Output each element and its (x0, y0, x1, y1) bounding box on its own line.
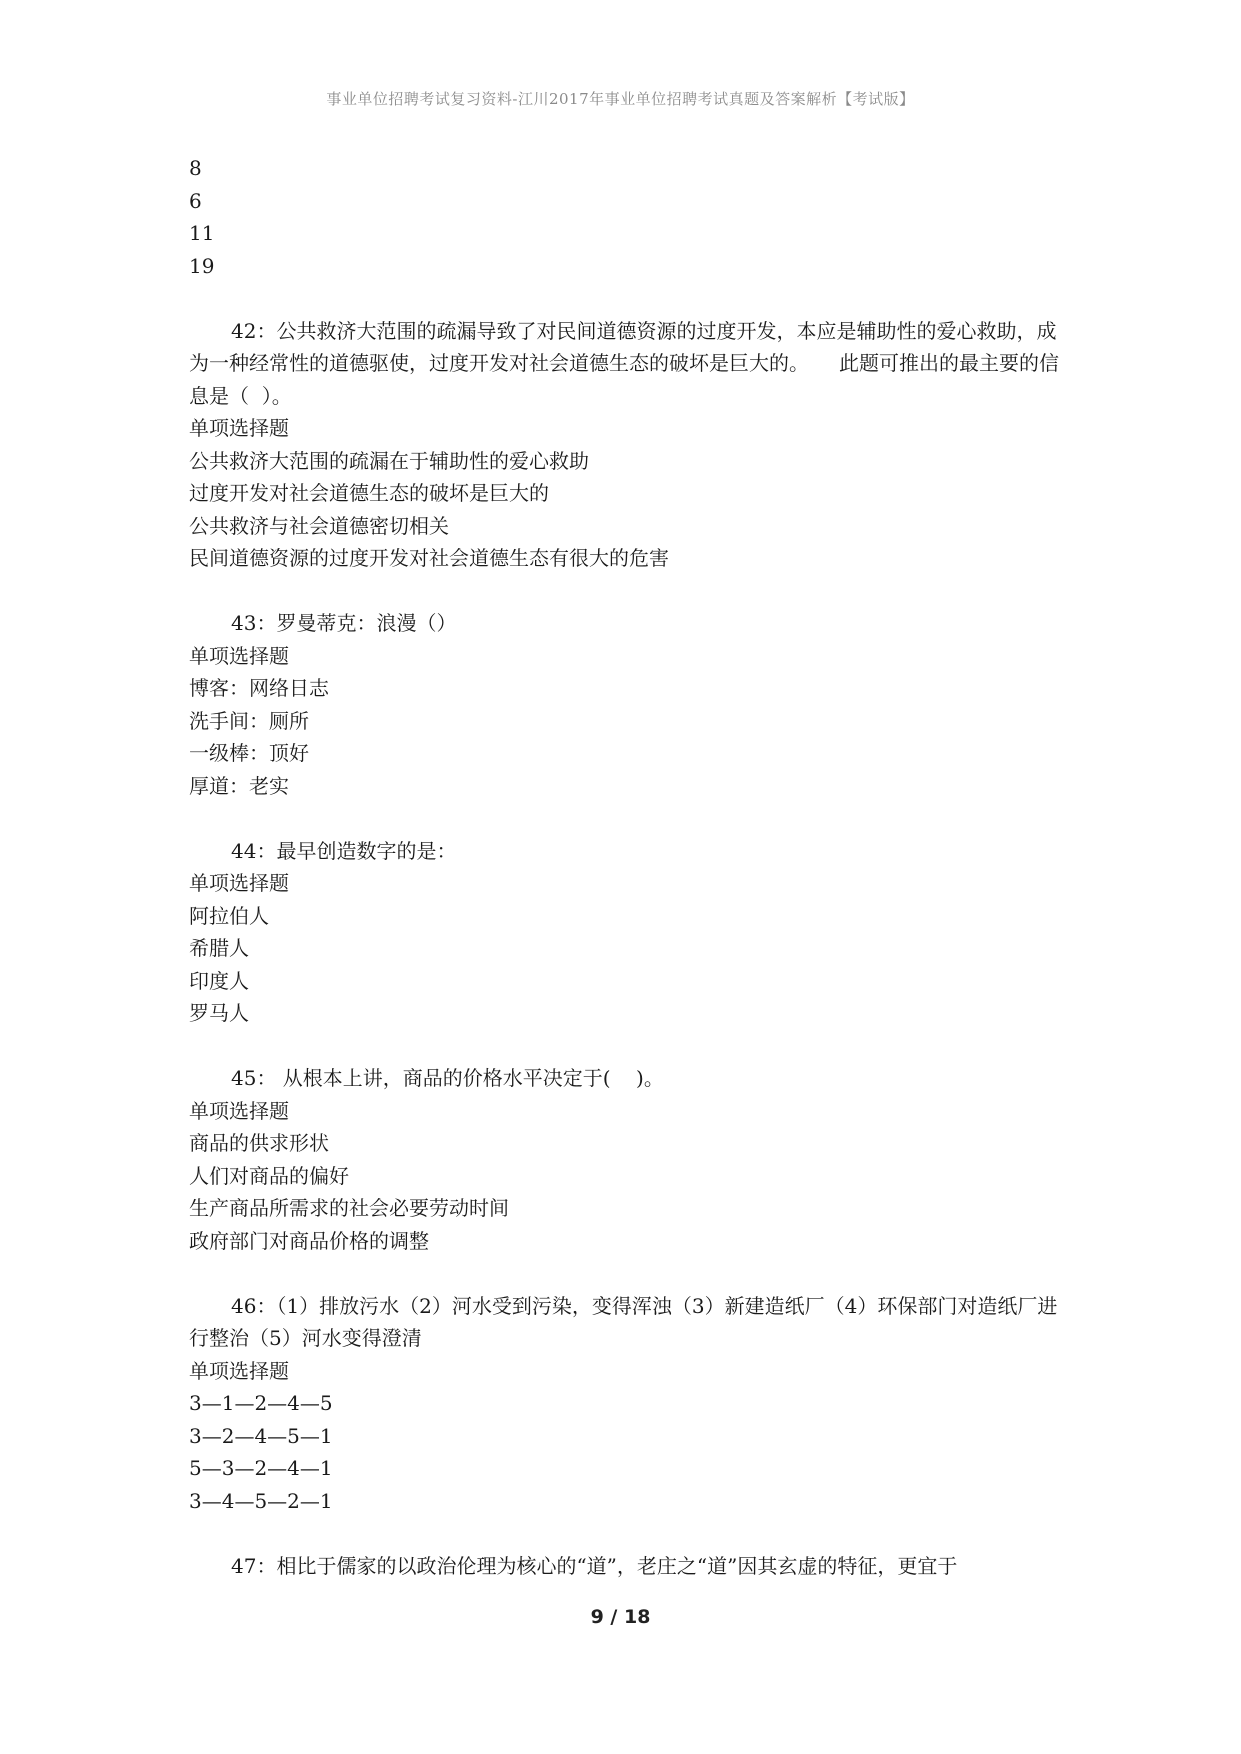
option-text: 19 (189, 253, 215, 278)
carryover-options (189, 152, 1059, 282)
question-stem: 46：（1）排放污水（2）河水受到污染，变得浑浊（3）新建造纸厂（4）环保部门对造纸厂进行整治（5）河水变得澄清 (189, 1293, 1058, 1350)
option-text: 印度人 (189, 968, 249, 993)
option-text: 阿拉伯人 (189, 903, 269, 928)
question-type: 单项选择题 (189, 871, 289, 895)
option-text: 3—4—5—2—1 (189, 1488, 333, 1513)
option-text: 人们对商品的偏好 (189, 1163, 349, 1188)
option-text: 11 (189, 221, 215, 245)
document-header: 事业单位招聘考试复习资料-江川2017年事业单位招聘考试真题及答案解析【考试版】 (326, 90, 915, 108)
question-44 (189, 835, 1059, 1030)
question-stem: 43：罗曼蒂克：浪漫（） (231, 611, 457, 635)
option-text: 洗手间：厕所 (189, 708, 309, 733)
question-45 (189, 1062, 1059, 1257)
option-text: 商品的供求形状 (189, 1131, 329, 1155)
option-text: 博客：网络日志 (189, 676, 329, 700)
option-text: 3—1—2—4—5 (189, 1391, 333, 1415)
option-text: 政府部门对商品价格的调整 (189, 1228, 429, 1253)
option-text: 生产商品所需求的社会必要劳动时间 (189, 1196, 509, 1220)
option-text: 8 (189, 156, 202, 180)
question-42 (189, 315, 1059, 575)
option-text: 希腊人 (189, 936, 249, 960)
question-43 (189, 607, 1059, 802)
question-stem: 42：公共救济大范围的疏漏导致了对民间道德资源的过度开发，本应是辅助性的爱心救助，成为一种经常性的道德驱使，过度开发对社会道德生态的破坏是巨大的。 此题可推出的最主要的信息是（ ）。 (189, 318, 1059, 408)
page-number: 9 / 18 (590, 1606, 651, 1628)
option-text: 公共救济大范围的疏漏在于辅助性的爱心救助 (189, 448, 589, 473)
question-46 (189, 1290, 1059, 1518)
question-stem: 47：相比于儒家的以政治伦理为核心的“道”，老庄之“道”因其玄虚的特征，更宜于 (231, 1553, 958, 1578)
document-body (189, 152, 1059, 1582)
option-text: 3—2—4—5—1 (189, 1423, 333, 1448)
option-text: 5—3—2—4—1 (189, 1456, 333, 1480)
question-type: 单项选择题 (189, 1098, 289, 1123)
question-type: 单项选择题 (189, 1358, 289, 1383)
option-text: 罗马人 (189, 1001, 249, 1025)
option-text: 厚道：老实 (189, 773, 289, 798)
option-text: 6 (189, 188, 202, 213)
option-text: 过度开发对社会道德生态的破坏是巨大的 (189, 481, 549, 505)
question-stem: 44：最早创造数字的是： (231, 838, 457, 863)
question-type: 单项选择题 (189, 643, 289, 668)
option-text: 公共救济与社会道德密切相关 (189, 513, 449, 538)
question-stem: 45： 从根本上讲，商品的价格水平决定于( )。 (231, 1066, 664, 1090)
question-type: 单项选择题 (189, 416, 289, 440)
option-text: 一级棒：顶好 (189, 741, 309, 765)
question-47 (189, 1550, 1059, 1583)
option-text: 民间道德资源的过度开发对社会道德生态有很大的危害 (189, 546, 669, 570)
